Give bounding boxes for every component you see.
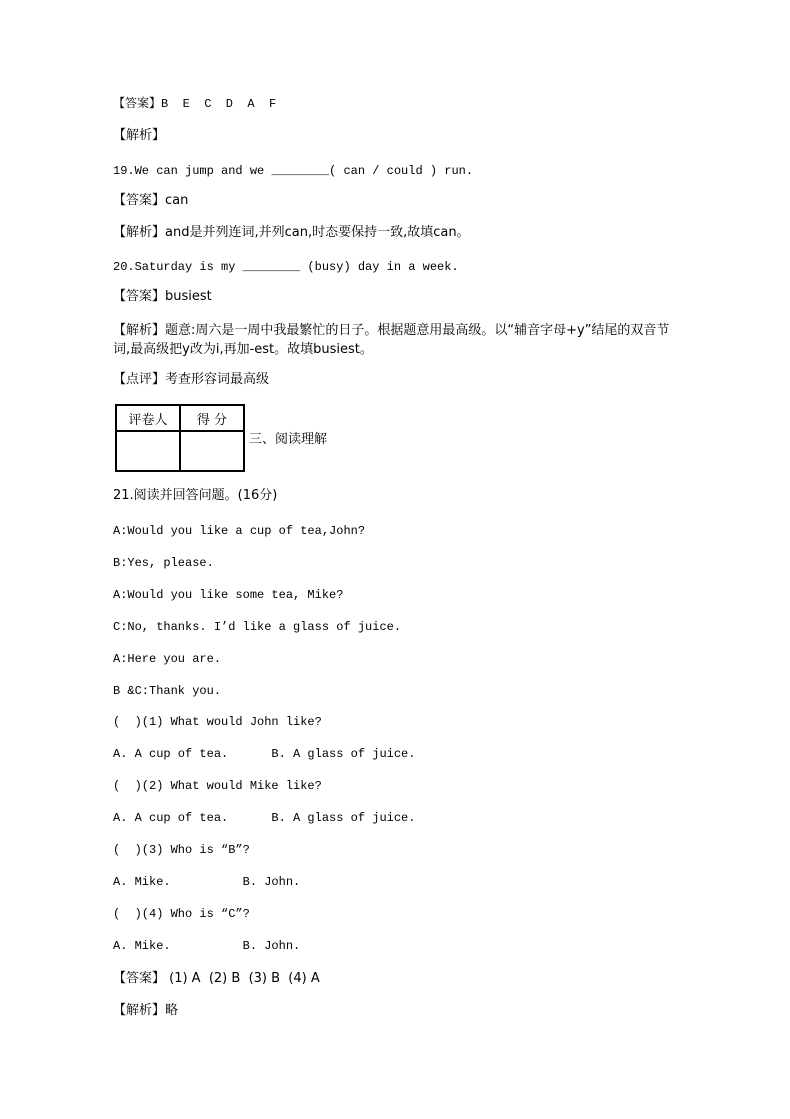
dialog-line: A:Here you are. [113, 652, 222, 666]
analysis-21: 【解析】略 [113, 1003, 179, 1018]
dialog-line: B &C:Thank you. [113, 684, 222, 698]
sub-question: ( )(1) What would John like? [113, 715, 322, 729]
sub-question: ( )(3) Who is “B”? [113, 843, 250, 857]
options: A. Mike. B. John. [113, 875, 301, 889]
score-table-grader-cell [116, 431, 180, 471]
analysis-20: 【解析】题意:周六是一周中我最繁忙的日子。根据题意用最高级。以“辅音字母+y”结尾的双音节词,最高级把y改为i,再加-est。故填busiest。 [113, 323, 670, 357]
answer-line: 【答案】B E C D A F [113, 97, 277, 111]
sub-question: ( )(2) What would Mike like? [113, 779, 322, 793]
score-table-score-cell [180, 431, 244, 471]
comment-20: 【点评】考查形容词最高级 [113, 372, 270, 387]
sub-question: ( )(4) Who is “C”? [113, 907, 250, 921]
score-table-score-header: 得 分 [180, 405, 244, 431]
options: A. A cup of tea. B. A glass of juice. [113, 747, 416, 761]
question-21: 21.阅读并回答问题。(16分) [113, 488, 278, 503]
analysis-label: 【解析】 [113, 128, 166, 143]
question-20: 20.Saturday is my ________ (busy) day in a week. [113, 260, 459, 274]
analysis-19: 【解析】and是并列连词,并列can,时态要保持一致,故填can。 [113, 225, 470, 240]
options: A. A cup of tea. B. A glass of juice. [113, 811, 416, 825]
score-table [115, 404, 245, 472]
answer-19: 【答案】can [113, 193, 189, 208]
score-table-grader-header: 评卷人 [116, 405, 180, 431]
dialog-line: A:Would you like some tea, Mike? [113, 588, 344, 602]
dialog-line: C:No, thanks. I’d like a glass of juice. [113, 620, 402, 634]
dialog-line: B:Yes, please. [113, 556, 214, 570]
options: A. Mike. B. John. [113, 939, 301, 953]
answer-21: 【答案】 (1) A (2) B (3) B (4) A [113, 971, 320, 986]
question-19: 19.We can jump and we ________( can / could ) run. [113, 164, 474, 178]
answer-20: 【答案】busiest [113, 289, 212, 304]
section-title: 三、阅读理解 [249, 432, 328, 447]
dialog-line: A:Would you like a cup of tea,John? [113, 524, 366, 538]
